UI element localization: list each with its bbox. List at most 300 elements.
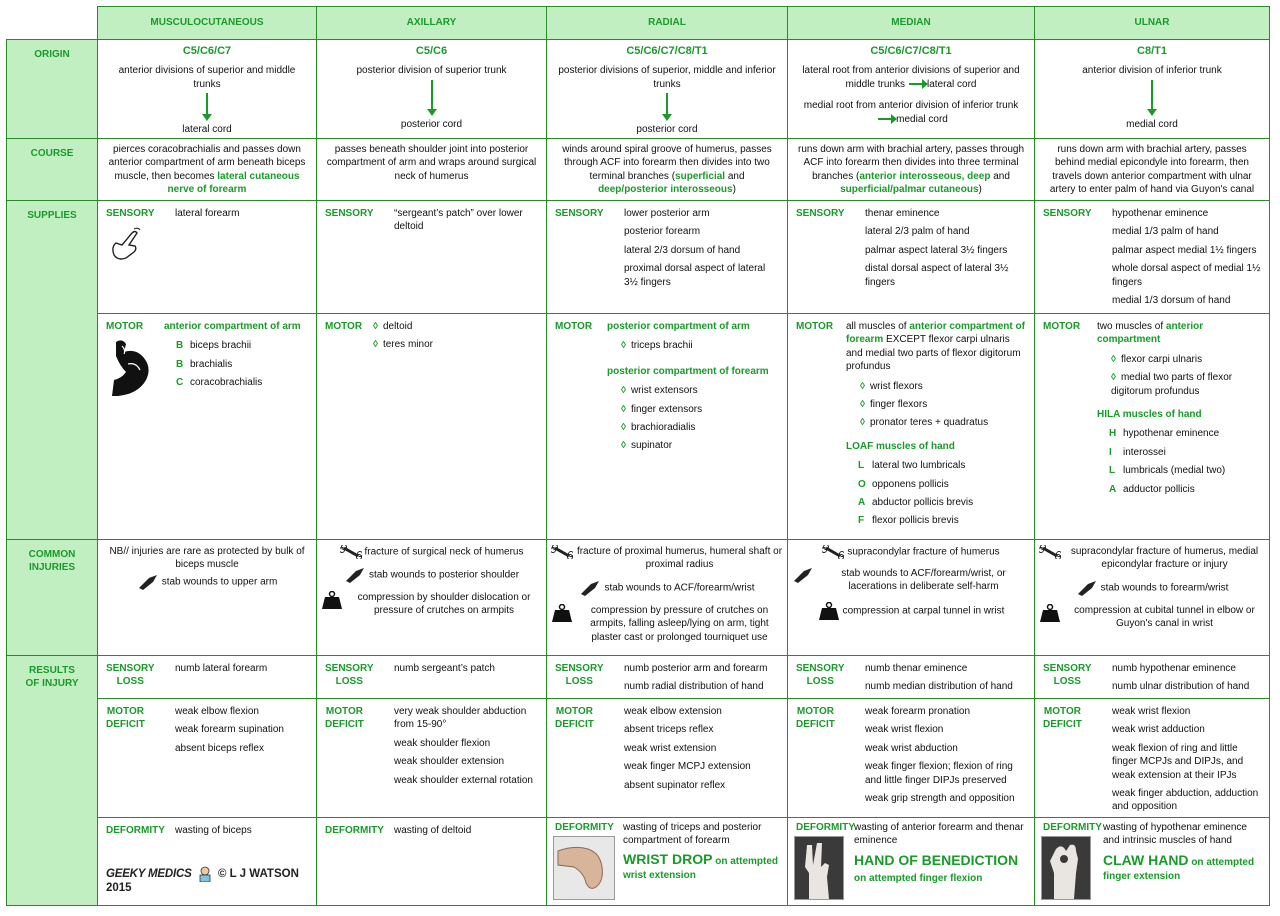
diamond-icon: ◊ xyxy=(621,340,626,352)
loss-list xyxy=(394,662,540,680)
motor-heading: HILA muscles of hand xyxy=(1097,409,1202,421)
injury-text: fracture of proximal humerus, humeral shaft or proximal radius xyxy=(576,546,783,571)
origin-text: medial root from anterior division of inferior trunk xyxy=(803,100,1019,112)
motor-intro xyxy=(846,320,1028,374)
injury-item xyxy=(792,567,1030,594)
injury-text: stab wounds to forearm/wrist xyxy=(1100,582,1229,594)
cord: medial cord xyxy=(896,113,948,125)
row-header-injuries xyxy=(7,540,98,656)
deficit-list xyxy=(175,705,310,760)
sensory-item: distal dorsal aspect of lateral 3½ fingers xyxy=(865,263,1009,288)
motor-item xyxy=(1097,353,1263,366)
injury-text: compression at cubital tunnel in elbow or Guyon's canal in wrist xyxy=(1074,604,1255,630)
nerve-header-radial: RADIAL xyxy=(547,7,788,40)
row-header-line: INJURIES xyxy=(28,562,76,574)
deficit-list xyxy=(624,705,781,797)
muscle-name: brachialis xyxy=(190,358,233,370)
origin-text: posterior divisions of superior, middle and inferior trunks xyxy=(558,65,776,90)
deformity-item: wasting of deltoid xyxy=(394,825,472,836)
deficit-item: weak finger abduction, adduction and opposition xyxy=(1112,788,1259,813)
injury-text: supracondylar fracture of humerus, medial epicondylar fracture or injury xyxy=(1070,546,1259,571)
intro-highlight: anterior compartment xyxy=(1097,321,1204,346)
deformity-musculocutaneous xyxy=(98,818,317,906)
diamond-icon: ◊ xyxy=(860,417,865,429)
nerve-header-musculocutaneous: MUSCULOCUTANEOUS xyxy=(98,7,317,40)
deformity-axillary xyxy=(317,818,547,906)
label-line: DEFICIT xyxy=(1043,719,1082,731)
injury-item xyxy=(551,545,783,572)
cord: posterior cord xyxy=(636,124,698,136)
sign-context: finger extension xyxy=(1103,871,1181,883)
deficit-item: weak shoulder flexion xyxy=(394,737,491,749)
row-header-line: OF INJURY xyxy=(25,678,79,690)
bone-icon xyxy=(1039,545,1061,559)
injury-item xyxy=(551,580,783,596)
sensory-item: thenar eminence xyxy=(865,208,940,219)
down-arrow-icon xyxy=(666,93,668,115)
label-line: DEFICIT xyxy=(325,719,364,731)
motor-deficit-label xyxy=(325,705,364,732)
motor-item xyxy=(846,496,1028,509)
right-arrow-icon xyxy=(878,118,892,120)
nerve-header-axillary: AXILLARY xyxy=(317,7,547,40)
motor-item xyxy=(373,338,540,351)
origin-text: anterior divisions of superior and middle trunks xyxy=(118,65,296,90)
diamond-icon: ◊ xyxy=(373,321,378,332)
course-text: winds around spiral groove of humerus, passes through ACF into forearm then divides into two terminal branches ( xyxy=(562,144,772,182)
label-line: SENSORY xyxy=(325,663,374,674)
deformity-radial xyxy=(547,818,788,906)
intro-text: two muscles of xyxy=(1097,321,1166,332)
motor-musculocutaneous xyxy=(98,314,317,540)
motor-label: MOTOR xyxy=(325,321,363,332)
loss-list xyxy=(175,662,310,680)
muscle-name: biceps brachii xyxy=(190,340,252,352)
motor-list xyxy=(846,320,1028,533)
knife-icon xyxy=(579,580,601,596)
deformity-list xyxy=(394,824,540,842)
mnemonic-letter: A xyxy=(1109,483,1117,495)
flexed-arm-icon xyxy=(108,336,156,400)
injury-item xyxy=(321,567,542,583)
motor-deficit-musculocutaneous xyxy=(98,699,317,818)
roots: C8/T1 xyxy=(1137,45,1167,57)
course-text: runs down arm with brachial artery, passes behind medial epicondyle into forearm, then travels down anterior compartment with ulnar artery to enter palm of hand via Guyon's canal xyxy=(1049,144,1255,196)
down-arrow-icon xyxy=(431,80,433,110)
sensory-loss-median xyxy=(788,656,1035,699)
deficit-item: weak wrist abduction xyxy=(865,742,958,754)
roots: C5/C6/C7/C8/T1 xyxy=(870,45,952,57)
origin-musculocutaneous xyxy=(98,40,317,139)
deformity-list xyxy=(623,821,781,888)
sensory-loss-axillary xyxy=(317,656,547,699)
origin-text: anterior division of inferior trunk xyxy=(1082,65,1222,77)
corner-cell xyxy=(7,7,98,40)
pointing-hand-icon xyxy=(108,225,142,261)
deficit-item: absent supinator reflex xyxy=(624,779,726,791)
motor-axillary xyxy=(317,314,547,540)
nerve-header-ulnar: ULNAR xyxy=(1035,7,1270,40)
deformity-label: DEFORMITY xyxy=(106,825,165,836)
sensory-loss-musculocutaneous xyxy=(98,656,317,699)
sensory-item: lateral forearm xyxy=(175,208,240,219)
motor-item xyxy=(846,459,1028,472)
mnemonic-letter: I xyxy=(1109,446,1112,458)
sign-context: on attempted finger flexion xyxy=(854,873,983,885)
row-header-line: RESULTS xyxy=(29,665,75,676)
knife-icon xyxy=(137,574,159,590)
muscle-name: lumbricals (medial two) xyxy=(1123,465,1226,477)
motor-heading: LOAF muscles of hand xyxy=(846,440,955,452)
mnemonic-letter: B xyxy=(176,358,184,370)
deformity-list xyxy=(854,821,1028,891)
course-musculocutaneous xyxy=(98,139,317,201)
deformity-item: wasting of hypothenar eminence and intrinsic muscles of hand xyxy=(1103,822,1247,847)
course-axillary xyxy=(317,139,547,201)
sensory-loss-label xyxy=(555,662,604,689)
injury-item xyxy=(792,545,1030,559)
motor-deficit-label xyxy=(106,705,145,732)
loss-list xyxy=(624,662,781,699)
intro-text: EXCEPT flexor carpi ulnaris and medial two parts of flexor digitorum profundus xyxy=(846,334,1021,373)
weight-icon xyxy=(818,602,840,620)
muscle-name: flexor carpi ulnaris xyxy=(1120,353,1203,365)
sensory-axillary xyxy=(317,201,547,314)
label-line: LOSS xyxy=(806,676,834,688)
diamond-icon: ◊ xyxy=(621,403,626,415)
diamond-icon: ◊ xyxy=(621,385,626,397)
origin-axillary xyxy=(317,40,547,139)
deficit-item: weak elbow flexion xyxy=(175,706,259,717)
label-line: MOTOR xyxy=(1043,706,1081,717)
row-header-supplies: SUPPLIES xyxy=(7,201,98,540)
sign-name: CLAW HAND xyxy=(1103,851,1189,868)
muscle-name: wrist extensors xyxy=(630,385,698,397)
motor-list xyxy=(373,320,540,357)
motor-deficit-ulnar xyxy=(1035,699,1270,818)
deficit-item: weak forearm supination xyxy=(175,724,284,736)
sensory-musculocutaneous xyxy=(98,201,317,314)
loss-item: numb ulnar distribution of hand xyxy=(1112,681,1250,693)
muscle-name: flexor pollicis brevis xyxy=(872,515,959,527)
label-line: SENSORY xyxy=(1043,663,1092,674)
motor-deficit-axillary xyxy=(317,699,547,818)
muscle-name: adductor pollicis xyxy=(1123,483,1195,495)
sensory-label: SENSORY xyxy=(325,208,374,219)
motor-item xyxy=(1097,446,1263,459)
muscle-name: opponens pollicis xyxy=(872,478,949,490)
nerve-table xyxy=(6,6,1270,906)
label-line: MOTOR xyxy=(325,706,363,717)
deformity-sign xyxy=(623,850,781,868)
motor-intro xyxy=(1097,320,1263,347)
cord: medial cord xyxy=(1126,118,1178,130)
knife-icon xyxy=(1076,580,1098,596)
deformity-item: wasting of anterior forearm and thenar eminence xyxy=(854,822,1024,847)
roots: C5/C6/C7/C8/T1 xyxy=(626,45,708,57)
sensory-loss-radial xyxy=(547,656,788,699)
origin-medial-root xyxy=(796,99,1026,126)
mnemonic-letter: O xyxy=(858,478,866,490)
sign-name: WRIST DROP xyxy=(623,850,713,867)
deficit-item: weak finger MCPJ extension xyxy=(624,761,751,773)
label-line: DEFICIT xyxy=(796,719,835,731)
motor-heading: posterior compartment of arm xyxy=(607,321,750,332)
diamond-icon: ◊ xyxy=(373,339,378,351)
header-row xyxy=(7,7,1270,40)
label-line: DEFICIT xyxy=(106,719,145,731)
injury-text: stab wounds to ACF/forearm/wrist, or lacerations in deliberate self-harm xyxy=(841,568,1006,593)
motor-item xyxy=(164,376,310,389)
injury-text: fracture of surgical neck of humerus xyxy=(364,546,524,558)
sensory-item: posterior forearm xyxy=(624,226,701,238)
motor-item xyxy=(607,421,781,434)
loss-item: numb posterior arm and forearm xyxy=(624,663,768,674)
course-ulnar xyxy=(1035,139,1270,201)
knife-icon xyxy=(344,567,366,583)
weight-icon xyxy=(551,604,573,622)
sensory-loss-row xyxy=(7,656,1270,699)
sign-context: on attempted xyxy=(1188,856,1255,868)
supplies-sensory-row xyxy=(7,201,1270,314)
course-text: and xyxy=(990,170,1010,182)
doctor-avatar-icon xyxy=(198,866,212,882)
deformity-sign xyxy=(1103,851,1263,869)
injury-text: compression by pressure of crutches on armpits, falling asleep/lying on arm, tight plaster cast or prolonged tourniquet use xyxy=(590,604,769,643)
label-line: SENSORY xyxy=(106,663,155,674)
deformity-label: DEFORMITY xyxy=(796,822,855,833)
deformity-item: wasting of triceps and posterior compartment of forearm xyxy=(623,822,762,847)
sensory-list xyxy=(175,207,310,225)
bone-icon xyxy=(551,545,573,559)
deficit-item: weak wrist adduction xyxy=(1112,724,1205,736)
hand-of-benediction-image xyxy=(794,836,844,900)
cord: lateral cord xyxy=(182,124,232,136)
deficit-item: weak wrist extension xyxy=(624,742,717,754)
mnemonic-letter: L xyxy=(858,460,865,472)
motor-item xyxy=(846,416,1028,429)
injury-text: stab wounds to ACF/forearm/wrist xyxy=(604,582,755,594)
motor-heading: posterior compartment of forearm xyxy=(607,365,769,377)
injury-item xyxy=(551,604,783,644)
injury-item xyxy=(1039,604,1265,631)
sensory-loss-label xyxy=(1043,662,1092,689)
sensory-item: palmar aspect medial 1½ fingers xyxy=(1112,244,1257,256)
origin-text: lateral root from anterior divisions of superior and middle trunks xyxy=(802,65,1020,90)
course-branch: anterior interosseous, deep xyxy=(859,170,991,182)
deficit-list xyxy=(1112,705,1263,818)
motor-item xyxy=(607,439,781,452)
origin-text: posterior division of superior trunk xyxy=(356,65,507,77)
footer-credit xyxy=(106,866,316,895)
mnemonic-letter: B xyxy=(176,340,184,352)
diamond-icon: ◊ xyxy=(621,440,626,452)
sensory-loss-label xyxy=(106,662,155,689)
sensory-item: whole dorsal aspect of medial 1½ fingers xyxy=(1112,263,1261,288)
diamond-icon: ◊ xyxy=(860,399,865,411)
deformity-label: DEFORMITY xyxy=(555,822,614,833)
course-median xyxy=(788,139,1035,201)
injury-text: compression at carpal tunnel in wrist xyxy=(842,605,1005,617)
sensory-list xyxy=(394,207,540,239)
injuries-row xyxy=(7,540,1270,656)
intro-highlight: anterior compartment of forearm xyxy=(846,321,1025,346)
loss-item: numb lateral forearm xyxy=(175,663,268,674)
wrist-drop-hand-image xyxy=(553,836,615,900)
motor-deficit-median xyxy=(788,699,1035,818)
deficit-item: weak shoulder extension xyxy=(394,756,505,768)
muscle-name: finger extensors xyxy=(630,403,703,415)
sensory-item: lateral 2/3 palm of hand xyxy=(865,226,970,238)
injury-text: stab wounds to posterior shoulder xyxy=(368,569,520,581)
deficit-list xyxy=(865,705,1028,810)
muscle-name: abductor pollicis brevis xyxy=(872,497,974,509)
muscle-name: lateral two lumbricals xyxy=(872,460,966,472)
diamond-icon: ◊ xyxy=(1111,353,1116,365)
sensory-label: SENSORY xyxy=(1043,208,1092,219)
muscle-name: brachioradialis xyxy=(630,422,696,434)
label-line: LOSS xyxy=(565,676,593,688)
motor-list xyxy=(1097,320,1263,501)
motor-list xyxy=(607,320,781,458)
deformity-ulnar xyxy=(1035,818,1270,906)
muscle-name: hypothenar eminence xyxy=(1123,428,1220,440)
row-header-course: COURSE xyxy=(7,139,98,201)
sign-context: wrist extension xyxy=(623,870,696,882)
label-line: LOSS xyxy=(1053,676,1081,688)
deficit-list xyxy=(394,705,540,792)
origin-radial xyxy=(547,40,788,139)
motor-item xyxy=(846,380,1028,393)
sensory-label: SENSORY xyxy=(106,208,155,219)
label-line: LOSS xyxy=(116,676,144,688)
injury-item xyxy=(321,591,542,618)
deformity-label: DEFORMITY xyxy=(1043,822,1102,833)
muscle-name: finger flexors xyxy=(869,399,928,411)
sensory-item: hypothenar eminence xyxy=(1112,208,1209,219)
bone-icon xyxy=(822,545,844,559)
intro-text: all muscles of xyxy=(846,321,910,332)
motor-radial xyxy=(547,314,788,540)
bone-icon xyxy=(340,545,362,559)
mnemonic-letter: A xyxy=(858,497,866,509)
sensory-label: SENSORY xyxy=(555,208,604,219)
sensory-list xyxy=(624,207,781,294)
sensory-label: SENSORY xyxy=(796,208,845,219)
supplies-motor-row xyxy=(7,314,1270,540)
motor-label: MOTOR xyxy=(1043,321,1081,332)
muscle-name: coracobrachialis xyxy=(190,377,263,389)
label-line: SENSORY xyxy=(555,663,604,674)
sensory-item: proximal dorsal aspect of lateral 3½ fingers xyxy=(624,263,766,288)
course-text: ) xyxy=(732,184,736,196)
injury-item xyxy=(321,545,542,559)
injuries-musculocutaneous xyxy=(98,540,317,656)
injury-item xyxy=(1039,580,1265,596)
deformity-item: wasting of biceps xyxy=(175,825,252,836)
loss-item: numb hypothenar eminence xyxy=(1112,663,1236,674)
down-arrow-icon xyxy=(1151,80,1153,110)
muscle-name: supinator xyxy=(630,440,673,452)
injury-text: compression by shoulder dislocation or pressure of crutches on armpits xyxy=(357,592,531,617)
injury-text: supracondylar fracture of humerus xyxy=(847,546,1000,558)
mnemonic-letter: L xyxy=(1109,465,1116,477)
muscle-name: interossei xyxy=(1123,446,1166,458)
mnemonic-letter: F xyxy=(858,515,865,527)
loss-list xyxy=(1112,662,1263,699)
weight-icon xyxy=(1039,604,1061,622)
motor-deficit-label xyxy=(796,705,835,732)
deficit-item: very weak shoulder abduction from 15-90° xyxy=(394,706,527,731)
motor-item xyxy=(1097,464,1263,477)
claw-hand-image xyxy=(1041,836,1091,900)
deformity-list xyxy=(1103,821,1263,889)
sensory-item: medial 1/3 dorsum of hand xyxy=(1112,295,1231,307)
deformity-label: DEFORMITY xyxy=(325,825,384,836)
course-text: ) xyxy=(978,184,982,196)
deficit-item: weak flexion of ring and little finger MCPJs and DIPJs, and weak extension at their IPJs xyxy=(1112,742,1244,781)
muscle-name: wrist flexors xyxy=(869,380,923,392)
motor-deficit-label xyxy=(1043,705,1082,732)
motor-item xyxy=(846,478,1028,491)
sensory-list xyxy=(1112,207,1263,312)
loss-item: numb thenar eminence xyxy=(865,663,968,674)
sensory-item: palmar aspect lateral 3½ fingers xyxy=(865,244,1008,256)
label-line: MOTOR xyxy=(106,706,144,717)
sensory-median xyxy=(788,201,1035,314)
motor-item xyxy=(846,514,1028,527)
sensory-item: medial 1/3 palm of hand xyxy=(1112,226,1219,238)
row-header-line: COMMON xyxy=(28,549,76,560)
motor-heading: anterior compartment of arm xyxy=(164,321,301,332)
label-line: LOSS xyxy=(335,676,363,688)
injury-item xyxy=(1039,545,1265,572)
deformity-list xyxy=(175,824,310,842)
motor-item xyxy=(607,403,781,416)
injury-item: NB// injuries are rare as protected by bulk of biceps muscle xyxy=(109,546,305,571)
diamond-icon: ◊ xyxy=(1111,372,1116,384)
motor-item xyxy=(607,339,781,352)
motor-item xyxy=(607,384,781,397)
motor-ulnar xyxy=(1035,314,1270,540)
sensory-loss-label xyxy=(325,662,374,689)
muscle-name: triceps brachii xyxy=(630,340,693,352)
deficit-item: absent triceps reflex xyxy=(624,724,714,736)
injuries-radial xyxy=(547,540,788,656)
weight-icon xyxy=(321,591,343,609)
sensory-item: “sergeant’s patch” over lower deltoid xyxy=(394,208,523,233)
deficit-item: weak forearm pronation xyxy=(865,706,971,717)
motor-median xyxy=(788,314,1035,540)
loss-item: numb median distribution of hand xyxy=(865,681,1013,693)
down-arrow-icon xyxy=(206,93,208,115)
course-radial xyxy=(547,139,788,201)
muscle-name: pronator teres + quadratus xyxy=(869,417,989,429)
row-header-results xyxy=(7,656,98,906)
course-branch: lateral cutaneous nerve of forearm xyxy=(167,170,300,196)
diamond-icon: ◊ xyxy=(621,422,626,434)
sensory-loss-ulnar xyxy=(1035,656,1270,699)
origin-ulnar xyxy=(1035,40,1270,139)
sensory-list xyxy=(865,207,1028,294)
injury-text: stab wounds to upper arm xyxy=(161,576,278,588)
label-line: DEFICIT xyxy=(555,719,594,731)
motor-item xyxy=(1097,427,1263,440)
injury-item xyxy=(102,574,312,590)
loss-item: numb radial distribution of hand xyxy=(624,681,764,693)
right-arrow-icon xyxy=(909,83,923,85)
course-row xyxy=(7,139,1270,201)
